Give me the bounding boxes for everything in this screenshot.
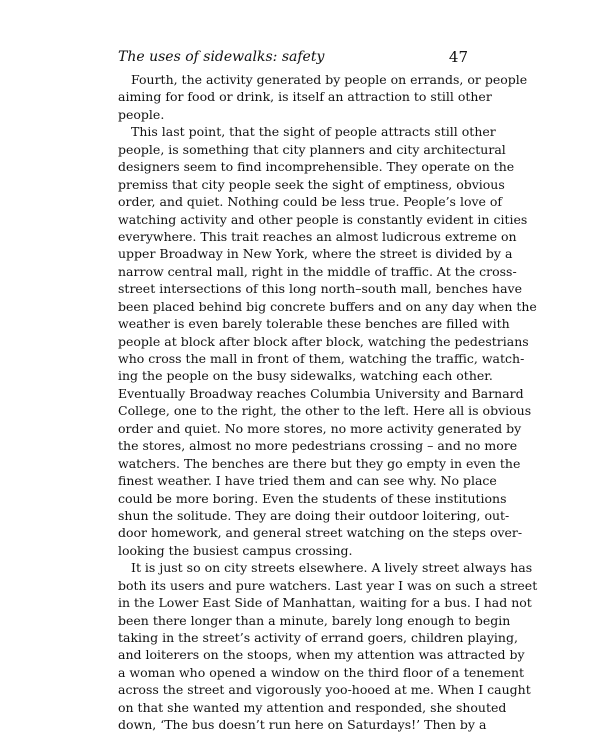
- text-line: who cross the mall in front of them, watching the traffic, watch-: [118, 351, 525, 366]
- running-title: The uses of sidewalks: safety: [118, 49, 325, 65]
- text-line: upper Broadway in New York, where the street is divided by a: [118, 246, 513, 262]
- text-line: narrow central mall, right in the middle of traffic. At the cross-: [118, 263, 517, 279]
- text-line: finest weather. I have tried them and can see why. No place: [118, 473, 497, 489]
- text-line: This last point, that the sight of people attracts still other: [131, 124, 496, 140]
- body-text: [118, 71, 538, 734]
- text-line: in the Lower East Side of Manhattan, waiting for a bus. I had not: [118, 595, 532, 611]
- text-line: door homework, and general street watching on the steps over-: [118, 525, 523, 541]
- text-line: street intersections of this long north–south mall, benches have: [118, 281, 522, 297]
- text-line: designers seem to find incomprehensible. They operate on the: [118, 159, 515, 175]
- text-line: taking in the street’s activity of errand goers, children playing,: [118, 630, 518, 645]
- text-line: a woman who opened a window on the third floor of a tenement: [118, 664, 525, 680]
- text-line: across the street and vigorously yoo-hooed at me. When I caught: [118, 682, 531, 698]
- text-line: the stores, almost no more pedestrians crossing – and no more: [118, 438, 518, 454]
- text-line: watching activity and other people is constantly evident in cities: [118, 211, 528, 227]
- text-line: order and quiet. No more stores, no more activity generated by: [118, 420, 522, 436]
- text-line: shun the solitude. They are doing their outdoor loitering, out-: [118, 507, 510, 523]
- page-number: 47: [448, 48, 468, 66]
- text-line: down, ‘The bus doesn’t run here on Saturdays!’ Then by a: [118, 717, 487, 733]
- text-line: ing the people on the busy sidewalks, watching each other.: [118, 368, 493, 384]
- text-line: looking the busiest campus crossing.: [118, 542, 353, 558]
- text-line: been there longer than a minute, barely long enough to begin: [118, 612, 511, 628]
- text-line: Fourth, the activity generated by people on errands, or people: [131, 72, 528, 87]
- text-line: people at block after block after block, watching the pedestrians: [118, 333, 529, 349]
- text-line: weather is even barely tolerable these benches are filled with: [118, 316, 510, 332]
- text-line: and loiterers on the stoops, when my attention was attracted by: [118, 647, 525, 663]
- running-head: [118, 45, 468, 69]
- text-line: watchers. The benches are there but they go empty in even the: [118, 455, 521, 471]
- text-line: people.: [118, 106, 165, 122]
- text-line: been placed behind big concrete buffers and on any day when the: [118, 298, 537, 314]
- text-line: College, one to the right, the other to the left. Here all is obvious: [118, 403, 532, 419]
- text-line: on that she wanted my attention and responded, she shouted: [118, 699, 507, 715]
- text-line: aiming for food or drink, is itself an attraction to still other: [118, 89, 492, 105]
- text-line: could be more boring. Even the students of these institutions: [118, 490, 507, 506]
- text-line: everywhere. This trait reaches an almost ludicrous extreme on: [118, 228, 517, 244]
- text-line: It is just so on city streets elsewhere. A lively street always has: [131, 560, 533, 576]
- text-line: order, and quiet. Nothing could be less true. People’s love of: [118, 194, 503, 210]
- text-line: people, is something that city planners and city architectural: [118, 141, 506, 157]
- text-line: Eventually Broadway reaches Columbia University and Barnard: [118, 385, 524, 401]
- text-line: both its users and pure watchers. Last year I was on such a street: [118, 577, 538, 593]
- text-line: premiss that city people seek the sight of emptiness, obvious: [118, 176, 505, 192]
